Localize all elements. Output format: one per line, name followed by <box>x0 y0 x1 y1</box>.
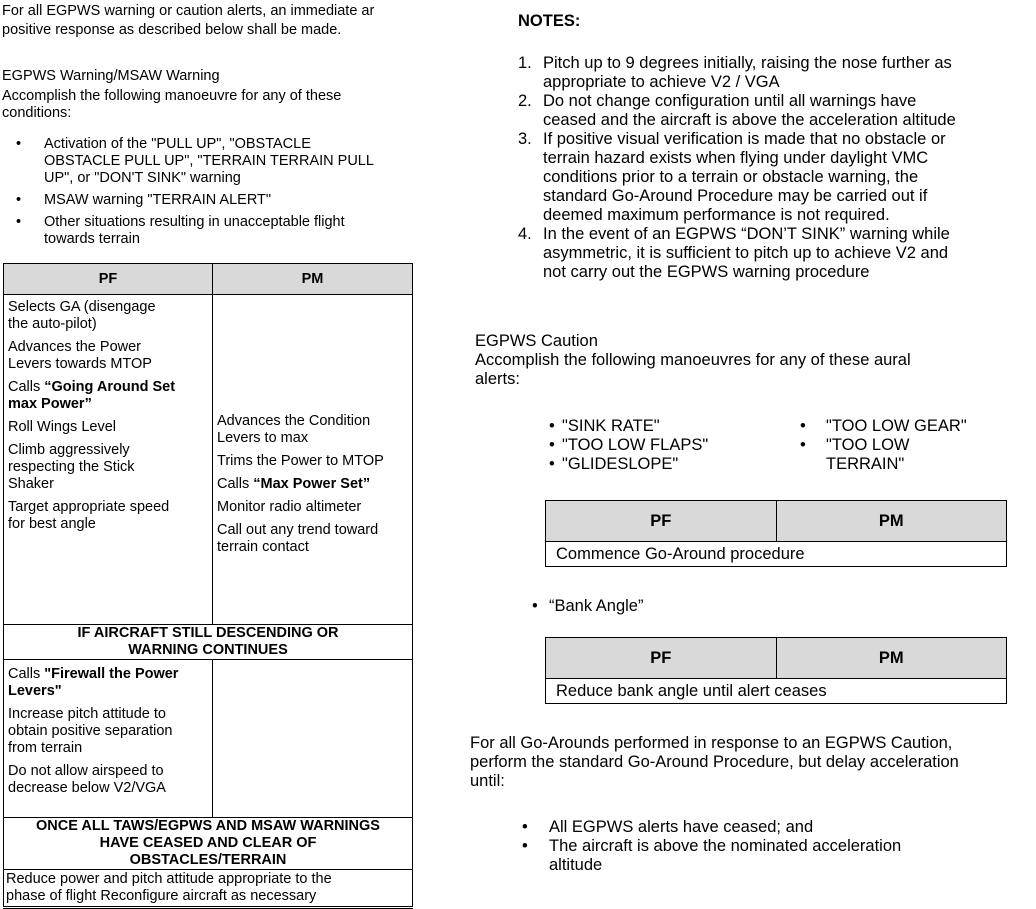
table-row: Reduce bank angle until alert ceases <box>546 679 1007 704</box>
warning-conditions-list <box>0 136 420 248</box>
pf-header: PF <box>546 501 777 542</box>
list-item: • “Bank Angle” <box>532 597 644 615</box>
list-item: • "TOO LOW FLAPS" <box>549 436 709 454</box>
descending-banner: IF AIRCRAFT STILL DESCENDING OR WARNING CONTINUES <box>4 625 413 660</box>
bank-angle-list <box>470 597 870 616</box>
warning-procedure-table <box>3 263 413 909</box>
list-item: • All EGPWS alerts have ceased; and <box>522 818 814 836</box>
list-item: 4. In the event of an EGPWS “DON’T SINK” warning while asymmetric, it is sufficient to pitch up to achieve V2 and not carry out the EGPWS warning procedure <box>518 225 950 281</box>
pm-header: PM <box>776 638 1007 679</box>
pf-firewall-cell: Calls "Firewall the Power Levers" Increase pitch attitude to obtain positive separation from terrain Do not allow airspeed to decrease below V2/VGA <box>4 660 213 818</box>
delay-conditions-list <box>470 818 1030 875</box>
list-item: • "GLIDESLOPE" <box>549 455 679 473</box>
notes-heading: NOTES: <box>518 12 581 30</box>
list-item: • The aircraft is above the nominated acceleration altitude <box>522 837 902 874</box>
list-item: 2. Do not change configuration until all warnings have ceased and the aircraft is above the acceleration altitude <box>518 92 956 129</box>
pf-header: PF <box>546 638 777 679</box>
notes-list <box>470 54 1030 282</box>
list-item: • MSAW warning "TERRAIN ALERT" <box>16 192 272 208</box>
caution-heading: EGPWS Caution <box>475 332 598 350</box>
list-item: • "TOO LOW GEAR" <box>800 417 967 435</box>
pm-header: PM <box>776 501 1007 542</box>
aural-alerts-left <box>545 417 745 474</box>
pm-header: PM <box>213 264 413 295</box>
pm-empty-cell <box>213 660 413 818</box>
intro-paragraph: For all EGPWS warning or caution alerts, an immediate ar positive response as described below shall be made. <box>2 3 375 38</box>
list-item: • "TOO LOW TERRAIN" <box>800 436 910 473</box>
list-item: 1. Pitch up to 9 degrees initially, raising the nose further as appropriate to achieve V2 / VGA <box>518 54 952 91</box>
bank-angle-table <box>545 637 1007 704</box>
pf-header: PF <box>4 264 213 295</box>
pf-actions-cell: Selects GA (disengage the auto-pilot) Advances the Power Levers towards MTOP Calls “Going Around Set max Power” Roll Wings Level Climb aggressively respecting the Stick Shaker Target appropriate speed for best angle <box>4 295 213 625</box>
cleared-banner: ONCE ALL TAWS/EGPWS AND MSAW WARNINGS HAVE CEASED AND CLEAR OF OBSTACLES/TERRAIN <box>4 818 413 870</box>
caution-table <box>545 500 1007 567</box>
list-item: • "SINK RATE" <box>549 417 660 435</box>
warning-heading: EGPWS Warning/MSAW Warning <box>2 68 220 84</box>
table-row: Commence Go-Around procedure <box>546 542 1007 567</box>
list-item: 3. If positive visual verification is made that no obstacle or terrain hazard exists when flying under daylight VMC conditions prior to a terrain or obstacle warning, the standard Go-Around Procedure may be carried out if deemed maximum performance is not required. <box>518 130 946 224</box>
reconfigure-row: Reduce power and pitch attitude appropriate to the phase of flight Reconfigure aircraft as necessary <box>4 870 413 908</box>
aural-alerts-right <box>790 417 1020 474</box>
closing-paragraph: For all Go-Arounds performed in response to an EGPWS Caution, perform the standard Go-Around Procedure, but delay acceleration until: <box>470 734 959 790</box>
list-item: • Activation of the "PULL UP", "OBSTACLE OBSTACLE PULL UP", "TERRAIN TERRAIN PULL UP", or "DON'T SINK" warning <box>16 136 374 186</box>
pm-actions-cell: Advances the Condition Levers to max Trims the Power to MTOP Calls “Max Power Set” Monitor radio altimeter Call out any trend toward terrain contact <box>213 295 413 625</box>
list-item: • Other situations resulting in unacceptable flight towards terrain <box>16 214 345 247</box>
